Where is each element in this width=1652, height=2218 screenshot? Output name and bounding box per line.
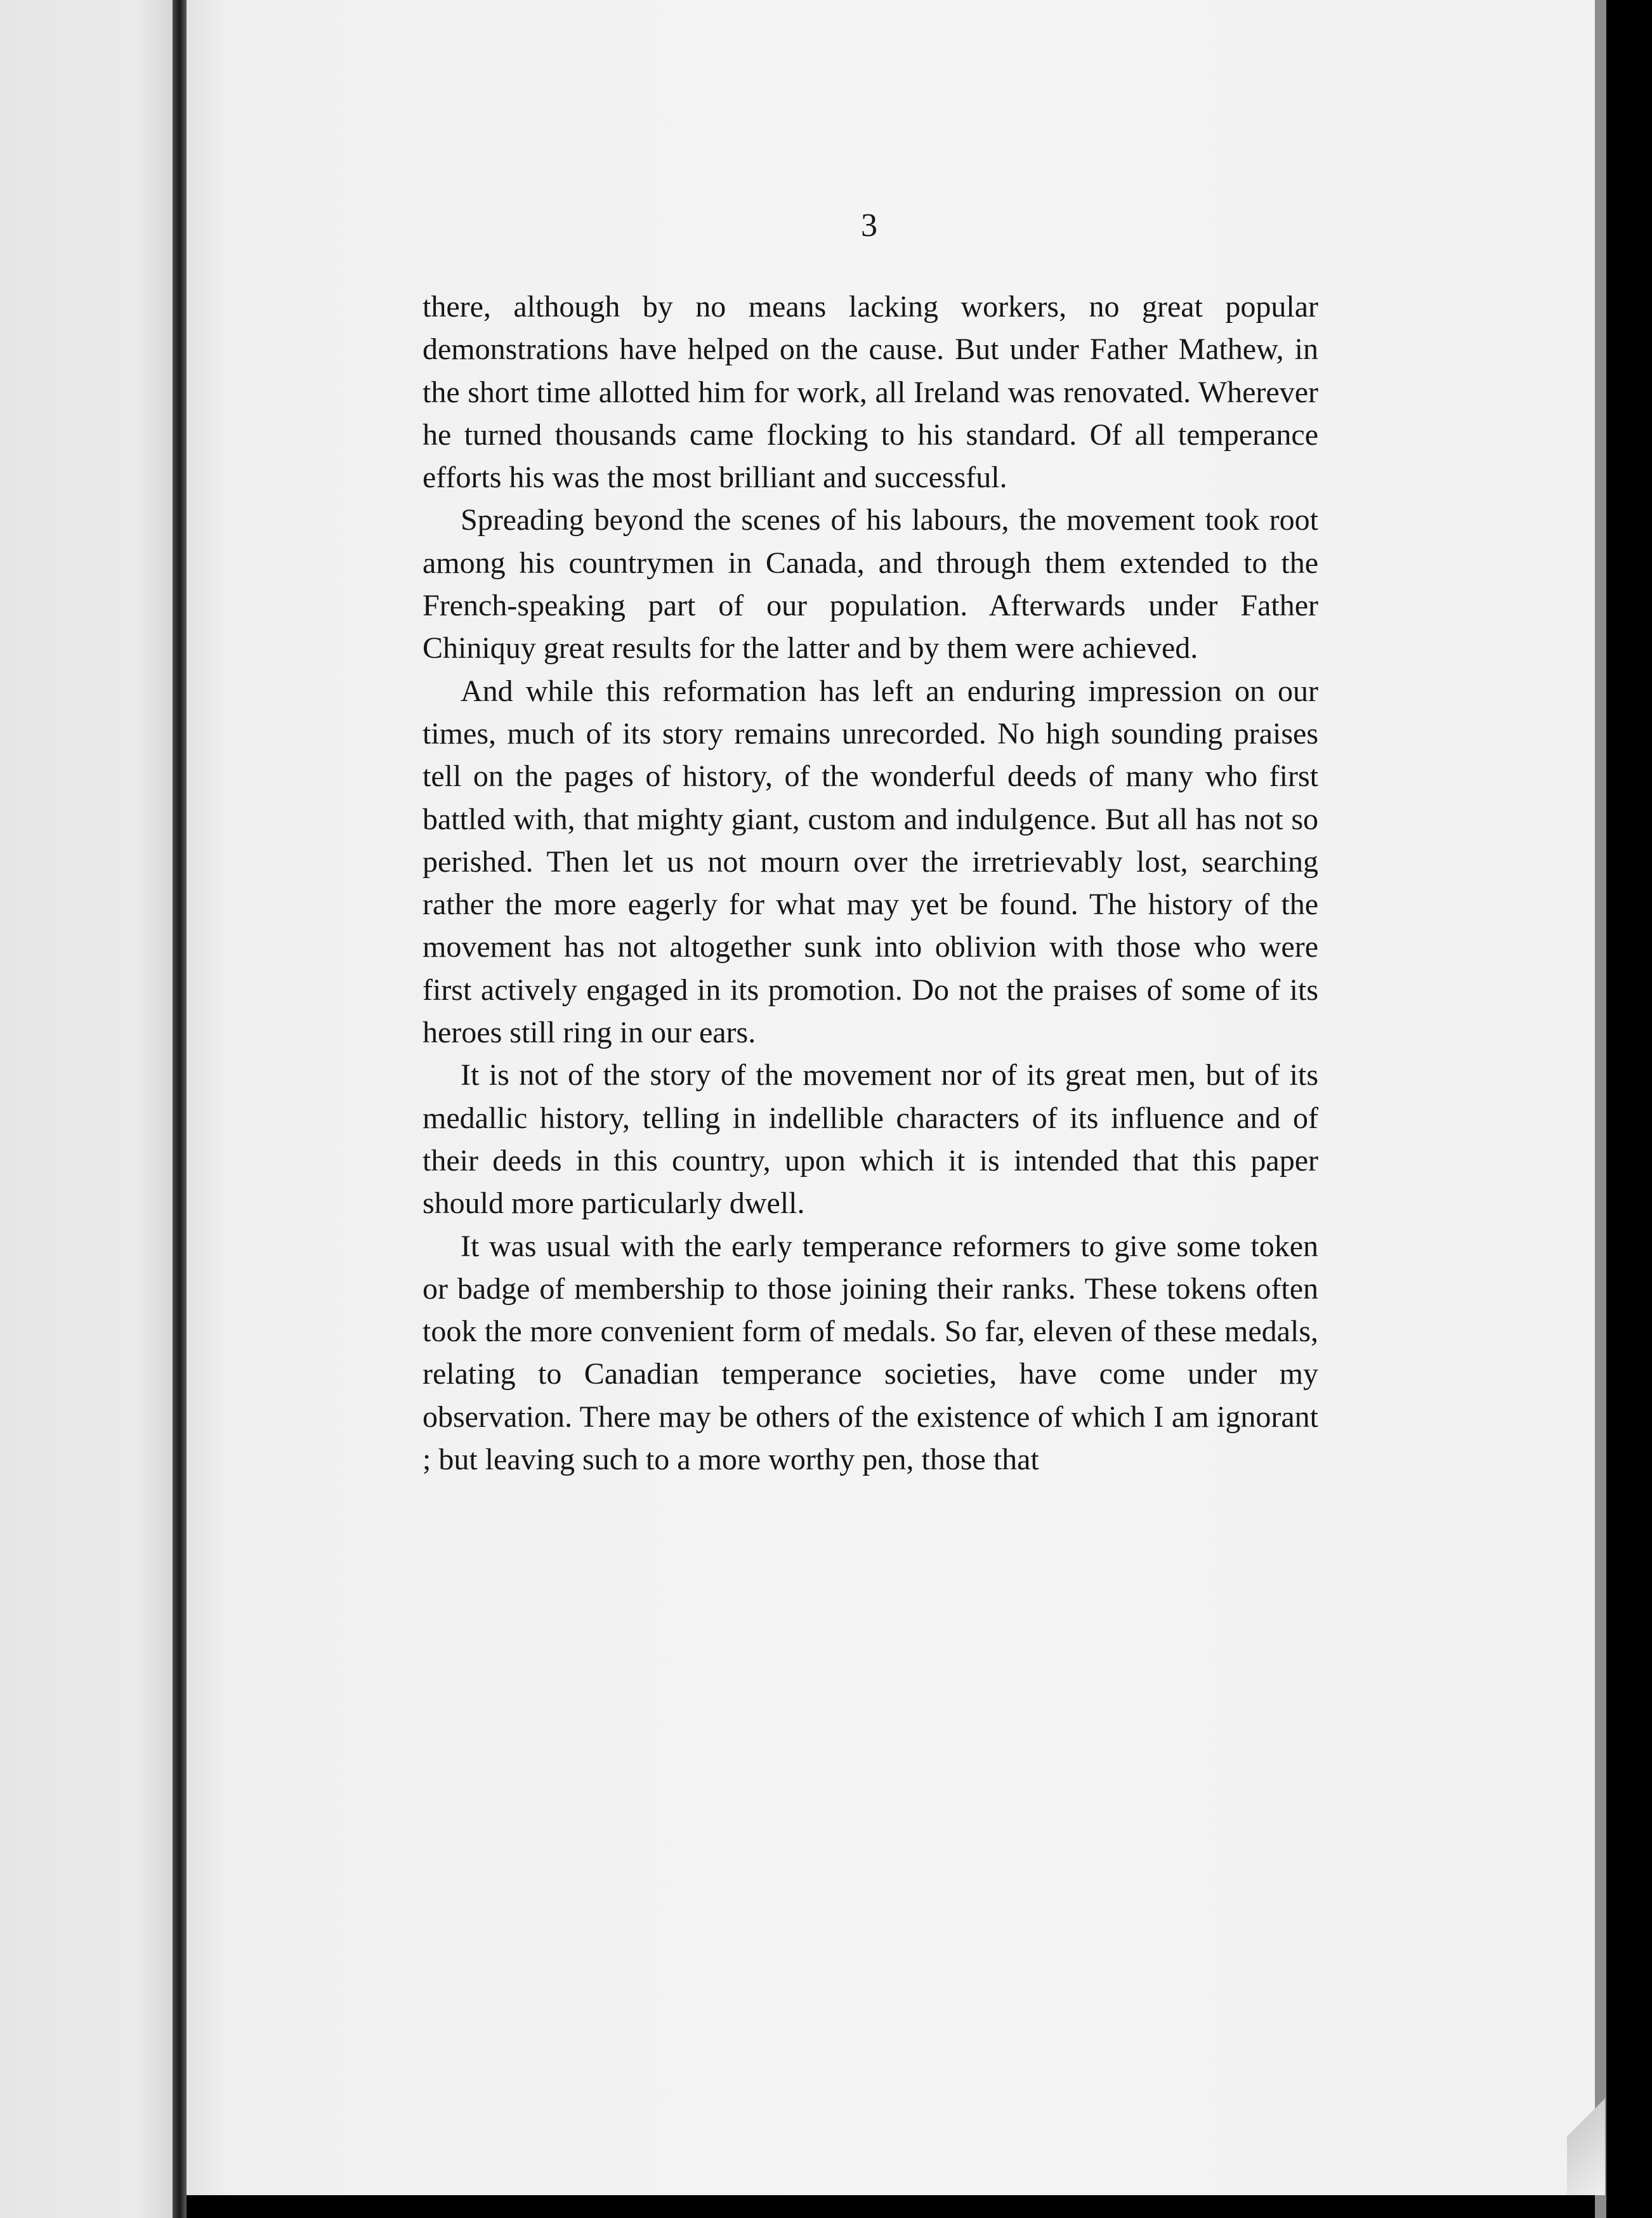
right-page-edge xyxy=(1595,0,1606,2218)
paragraph-4: It is not of the story of the movement nor of its great men, but of its medallic history, telling in indellible characters of its influence and of their deeds in this country, upon which it is intended that this paper should more particularly dwell. xyxy=(423,1058,1318,1221)
paragraph-3: And while this reformation has left an enduring impression on our times, much of its story remains unrecorded. No high sounding praises tell on the pages of history, of the wonderful deeds of many who first battled with, that mighty giant, custom and indulgence. But all has not so perished. Then let us not mourn over the irretrievably lost, searching rather the more eagerly for what may yet be found. The history of the movement has not altogether sunk into oblivion with those who were first actively engaged in its promotion. Do not the praises of some of its heroes still ring in our ears. xyxy=(423,674,1318,1050)
paragraph-1: there, although by no means lacking workers, no great popular demonstrations have helped on the cause. But under Father Mathew, in the short time allotted him for work, all Ireland was renovated. Wherever he turned thousands came flocking to his standard. Of all temperance efforts his was the most brilliant and successful. xyxy=(423,290,1318,495)
paragraph-5: It was usual with the early temperance reformers to give some token or badge of membership to those joining their ranks. These tokens often took the more convenient form of medals. So far, eleven of these medals, relating to Canadian temperance societies, have come under my observation. There may be others of the existence of which I am ignorant ; but leaving such to a more worthy pen, those that xyxy=(423,1229,1318,1477)
binding-gutter xyxy=(173,0,187,2218)
page-number: 3 xyxy=(861,207,877,244)
body-text xyxy=(423,285,1318,1481)
left-page-margin xyxy=(0,0,173,2218)
page-corner-curl xyxy=(1567,2056,1605,2195)
paragraph-2: Spreading beyond the scenes of his labours, the movement took root among his countrymen in Canada, and through them extended to the French-speaking part of our population. Afterwards under Father Chiniquy great results for the latter and by them were achieved. xyxy=(423,503,1318,666)
